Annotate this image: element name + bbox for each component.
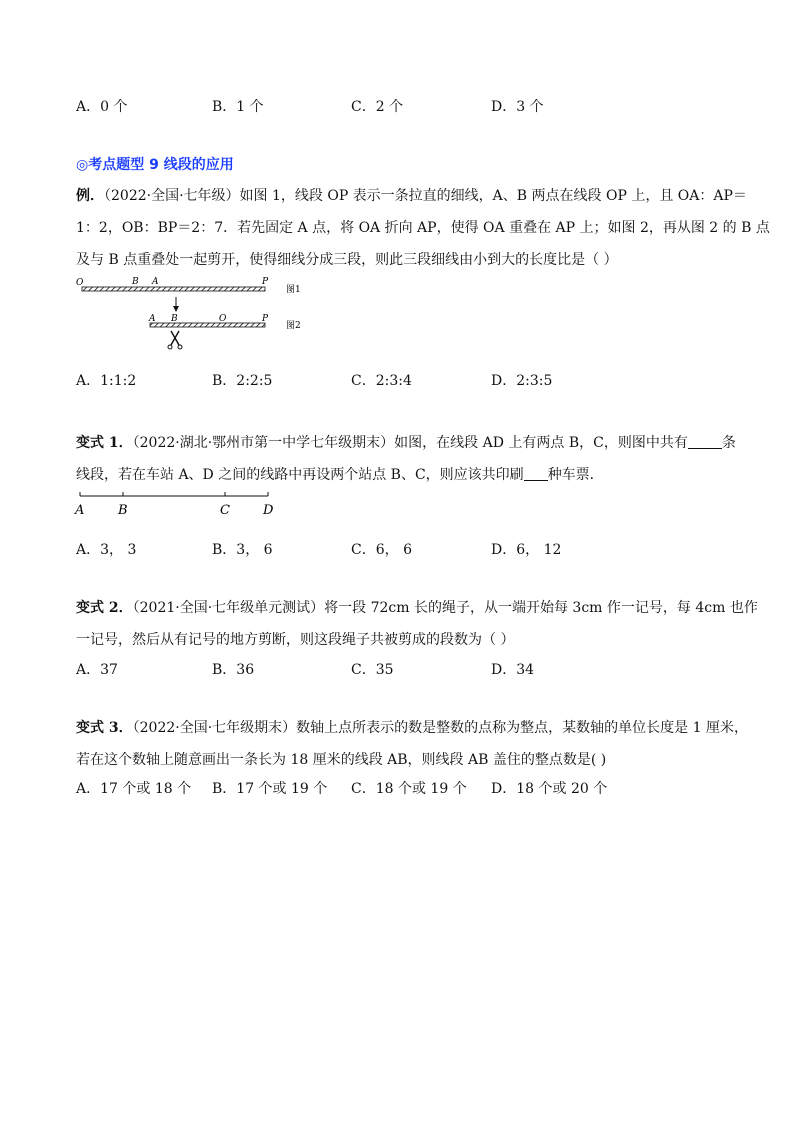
example-line-1 xyxy=(76,186,747,206)
fig1-rope xyxy=(82,287,265,291)
answer-blank-2[interactable] xyxy=(524,466,548,481)
option-c: C．18 个或 19 个 xyxy=(351,781,467,797)
variant2-line-1 xyxy=(76,598,758,618)
scissors-icon xyxy=(168,331,182,349)
option-a: A．37 xyxy=(76,662,118,678)
option-c: C．2:3:4 xyxy=(351,373,412,389)
variant2-text-1: （2021·全国·七年级单元测试）将一段 72cm 长的绳子，从一端开始每 3cm 作一记号，每 4cm 也作 xyxy=(132,600,758,616)
option-b: B．17 个或 19 个 xyxy=(212,781,328,797)
variant1-text-1a: （2022·湖北·鄂州市第一中学七年级期末）如图，在线段 AD 上有两点 B，C，则图中共有 xyxy=(132,435,688,451)
fig2-caption: 图2 xyxy=(286,321,301,331)
variant2-lead: 变式 2． xyxy=(76,600,133,616)
variant2-line-2: 一记号，然后从有记号的地方剪断，则这段绳子共被剪成的段数为（ ） xyxy=(76,632,515,648)
section-title: ◎考点题型 9 线段的应用 xyxy=(76,157,234,173)
option-c: C．2 个 xyxy=(351,99,404,115)
q0-options xyxy=(76,97,776,117)
option-b: B．2:2:5 xyxy=(212,373,273,389)
option-d: D．34 xyxy=(491,662,535,678)
option-c: C．6， 6 xyxy=(351,542,412,558)
fig2-label-p: P xyxy=(262,314,269,324)
option-c: C．35 xyxy=(351,662,394,678)
label-c: C xyxy=(220,503,230,518)
option-a: A．0 个 xyxy=(76,99,128,115)
variant1-text-2b: 种车票． xyxy=(547,467,604,483)
fig2-label-o: O xyxy=(219,314,227,324)
variant1-lead: 变式 1． xyxy=(76,435,133,451)
example-line-2: 1：2，OB：BP＝2：7．若先固定 A 点，将 OA 折向 AP，使得 OA 重叠在 AP 上；如图 2，再从图 2 的 B 点 xyxy=(76,220,770,236)
label-a: A xyxy=(75,503,85,518)
answer-blank-1[interactable] xyxy=(688,434,722,449)
variant3-line-2: 若在这个数轴上随意画出一条长为 18 厘米的线段 AB，则线段 AB 盖住的整点数是( ) xyxy=(76,752,607,768)
label-d: D xyxy=(263,503,274,518)
variant1-figure xyxy=(70,488,290,520)
option-d: D．6， 12 xyxy=(491,542,562,558)
example-text-1: （2022·全国·七年级）如图 1，线段 OP 表示一条拉直的细线，A、B 两点在线段 OP 上，且 OA：AP＝ xyxy=(104,188,747,204)
variant3-lead: 变式 3． xyxy=(76,720,133,736)
fig1-caption: 图1 xyxy=(286,285,301,295)
variant1-line-2 xyxy=(76,465,604,485)
fig1-label-b: B xyxy=(132,277,139,287)
variant1-text-2a: 线段，若在车站 A、D 之间的线路中再设两个站点 B、C，则应该共印刷 xyxy=(76,467,524,483)
fig1-label-o: O xyxy=(76,278,84,288)
example-options xyxy=(76,371,776,391)
option-b: B．1 个 xyxy=(212,99,264,115)
variant1-options xyxy=(76,540,776,560)
option-b: B．36 xyxy=(212,662,255,678)
option-b: B．3， 6 xyxy=(212,542,273,558)
option-a: A．1:1:2 xyxy=(76,373,137,389)
option-a: A．3， 3 xyxy=(76,542,137,558)
option-d: D．3 个 xyxy=(491,99,544,115)
fig2-label-a: A xyxy=(149,314,156,324)
example-figure xyxy=(70,275,310,355)
option-a: A．17 个或 18 个 xyxy=(76,781,192,797)
option-d: D．18 个或 20 个 xyxy=(491,781,608,797)
label-b: B xyxy=(118,503,128,518)
variant3-line-1 xyxy=(76,718,748,738)
example-line-3: 及与 B 点重叠处一起剪开，使得细线分成三段，则此三段细线由小到大的长度比是（ ） xyxy=(76,252,618,268)
fig2-label-b: B xyxy=(171,314,178,324)
variant1-text-1b: 条 xyxy=(721,435,736,451)
option-d: D．2:3:5 xyxy=(491,373,553,389)
fig1-label-p: P xyxy=(262,277,269,287)
example-lead: 例． xyxy=(76,188,104,204)
variant3-options xyxy=(76,779,776,799)
variant3-text-1: （2022·全国·七年级期末）数轴上点所表示的数是整数的点称为整点，某数轴的单位长度是 1 厘米， xyxy=(132,720,748,736)
variant1-line-1 xyxy=(76,433,736,453)
fig1-label-a: A xyxy=(152,277,159,287)
fig2-rope xyxy=(150,323,265,327)
fold-arrow-head xyxy=(173,306,179,312)
variant2-options xyxy=(76,660,776,680)
